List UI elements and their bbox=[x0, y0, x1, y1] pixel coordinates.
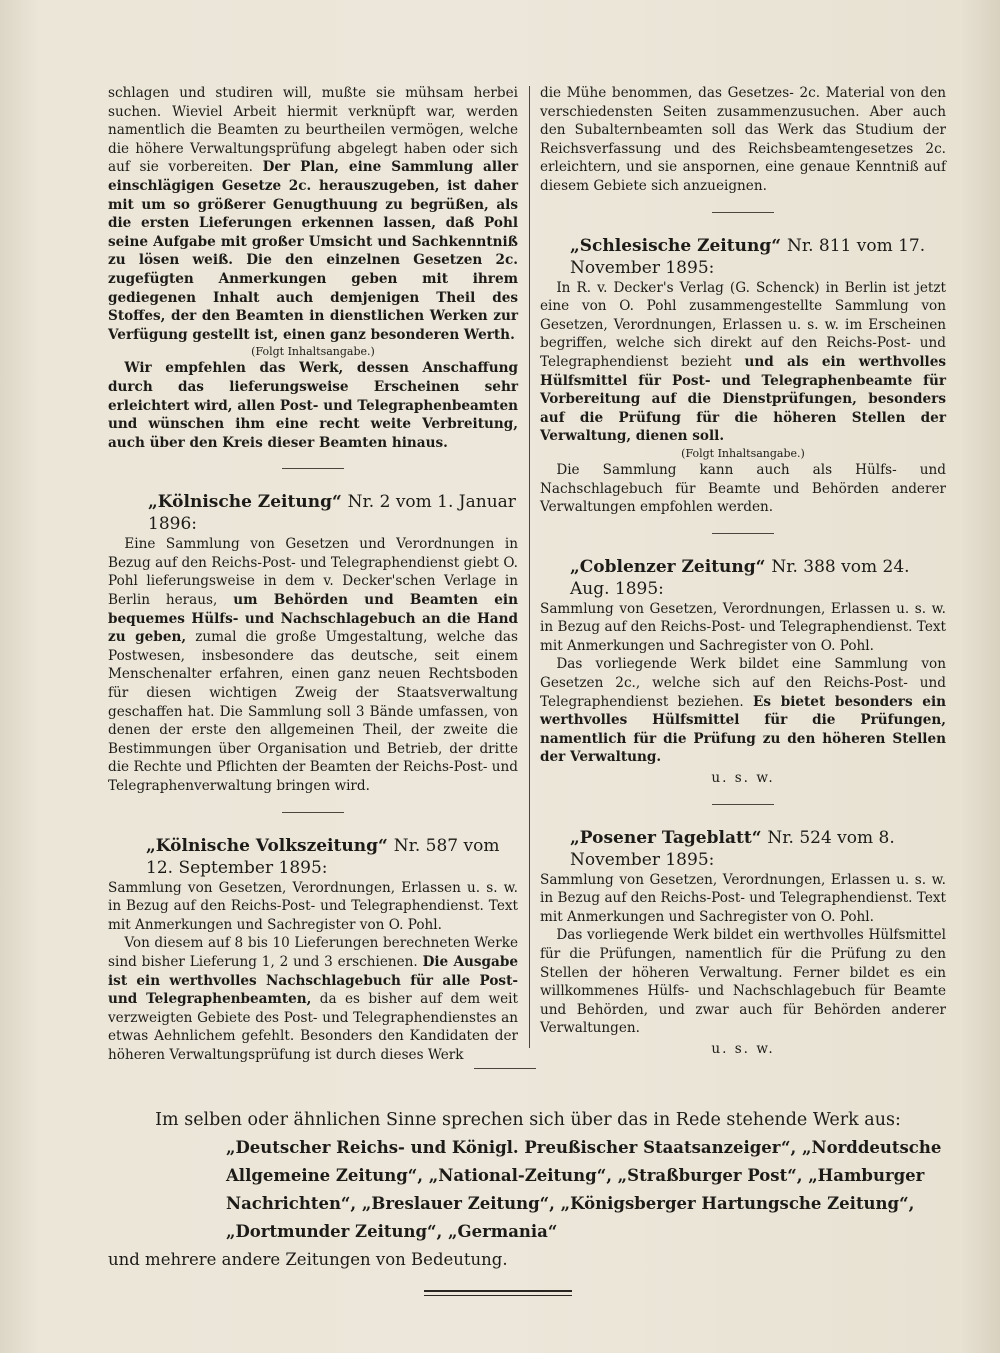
section-heading: „Coblenzer Zeitung“ Nr. 388 vom 24. Aug. 1895: bbox=[570, 556, 910, 599]
paragraph: Sammlung von Gesetzen, Verordnungen, Erlassen u. s. w. in Bezug auf den Reichs-Post- und Telegraphendienst. Text mit Anmerkungen und Sachregister von O. Pohl. bbox=[108, 879, 518, 933]
section-heading: „Kölnische Volkszeitung“ Nr. 587 vom 12. September 1895: bbox=[146, 835, 500, 878]
end-rule bbox=[424, 1290, 572, 1292]
separator bbox=[282, 468, 344, 469]
emphasis-text: Der Plan, eine Sammlung aller einschlägigen Gesetze 2c. herauszugeben, ist daher mit um so größerer Genugthuung zu begrüßen, als die ersten Lieferungen erkennen lassen, daß Pohl seine Aufgabe mit großer Umsicht und Sachkenntniß zu lösen weiß. Die den einzelnen Gesetzen 2c. zugefügten Anmerkungen geben mit ihrem gediegenen Inhalt auch demjenigen Theil des Stoffes, der den Beamten in dienstlichen Werken zur Verfügung gestellt ist, einen ganz besonderen Werth. bbox=[108, 159, 519, 343]
paragraph: die Mühe benommen, das Gesetzes- 2c. Material von den verschiedensten Seiten zusammenzusuchen. Aber auch den Subalternbeamten soll das Werk das Studium der Reichsverfassung und des Reichsbeamtengesetzes 2c. erleichtern, und sie anspornen, eine genaue Kenntniß auf diesem Gebiete sich anzueignen. bbox=[540, 85, 946, 194]
section-heading: „Schlesische Zeitung“ Nr. 811 vom 17. November 1895: bbox=[570, 235, 926, 278]
usw-mark: u. s. w. bbox=[711, 770, 775, 787]
usw-mark: u. s. w. bbox=[711, 1040, 775, 1057]
separator bbox=[712, 804, 774, 805]
footnote: (Folgt Inhaltsangabe.) bbox=[681, 446, 805, 460]
paragraph: Das vorliegende Werk bildet eine Sammlung von Gesetzen 2c., welche sich auf den Reichs-Post- und Telegraphendienst beziehen. Es bietet besonders ein werthvolles Hülfsmittel für die Prüfungen, namentlich für die Prüfung zu den höheren Stellen der Verwaltung. bbox=[540, 656, 946, 766]
paragraph: Wir empfehlen das Werk, dessen Anschaffung durch das lieferungsweise Erscheinen sehr erleichtert wird, allen Post- und Telegraphenbeamten und wünschen ihm eine recht weite Verbreitung, auch über den Kreis dieser Beamten hinaus. bbox=[108, 360, 518, 451]
column-divider bbox=[529, 86, 530, 1048]
right-column bbox=[540, 84, 946, 1059]
paragraph: Die Sammlung kann auch als Hülfs- und Nachschlagebuch für Beamte und Behörden anderer Verwaltungen empfohlen werden. bbox=[540, 461, 946, 516]
paragraph: Von diesem auf 8 bis 10 Lieferungen berechneten Werke sind bisher Lieferung 1, 2 und 3 erschienen. Die Ausgabe ist ein werthvolles Nachschlagebuch für alle Post- und Telegraphenbeamten, da es bisher auf dem weit verzweigten Gebiete des Post- und Telegraphendienstes an etwas Aehnlichem gefehlt. Besonders den Kandidaten der höheren Verwaltungsprüfung ist durch dieses Werk bbox=[108, 935, 519, 1063]
section-heading: „Posener Tageblatt“ Nr. 524 vom 8. November 1895: bbox=[570, 827, 895, 870]
section-heading: „Kölnische Zeitung“ Nr. 2 vom 1. Januar 1896: bbox=[148, 492, 516, 535]
newspaper-list: „Deutscher Reichs- und Königl. Preußischer Staatsanzeiger“, „Norddeutsche Allgemeine Zeitung“, „National-Zeitung“, „Straßburger Post“, „Hamburger Nachrichten“, „Breslauer Zeitung“, „Königsberger Hartungsche Zeitung“, „Dortmunder Zeitung“, „Germania“ bbox=[226, 1138, 942, 1241]
paragraph: In R. v. Decker's Verlag (G. Schenck) in Berlin ist jetzt eine von O. Pohl zusammengestellte Sammlung von Gesetzen, Verordnungen, Erlassen u. s. w. im Erscheinen begriffen, welche sich direkt auf den Reichs-Post- und Telegraphendienst bezieht und als ein werthvolles Hülfsmittel für Post- und Telegraphenbeamte für Vorbereitung auf die Dienstprüfungen, besonders auf die Prüfung für die höheren Stellen der Verwaltung, dienen soll. bbox=[540, 279, 947, 445]
paragraph: Sammlung von Gesetzen, Verordnungen, Erlassen u. s. w. in Bezug auf den Reichs-Post- und Telegraphendienst. Text mit Anmerkungen und Sachregister von O. Pohl. bbox=[540, 871, 946, 925]
end-rule bbox=[424, 1295, 572, 1296]
closing-intro: Im selben oder ähnlichen Sinne sprechen sich über das in Rede stehende Werk aus: bbox=[155, 1110, 901, 1130]
paragraph: Eine Sammlung von Gesetzen und Verordnungen in Bezug auf den Reichs-Post- und Telegraphendienst giebt O. Pohl lieferungsweise in dem v. Decker'schen Verlage in Berlin heraus, um Behörden und Beamten ein bequemes Hülfs- und Nachschlagebuch an die Hand zu geben, zumal die große Umgestaltung, welche das Postwesen, insbesondere das deutsche, seit einem Menschenalter erfahren, einen ganz neuen Rechtsboden für diesen wichtigen Zweig der Staatsverwaltung geschaffen hat. Die Sammlung soll 3 Bände umfassen, von denen der erste den allgemeinen Theil, der zweite die Bestimmungen über Organisation und Betrieb, der dritte die Rechte und Pflichten der Beamten der Reichs-Post- und Telegraphenverwaltung bringen wird. bbox=[108, 536, 518, 794]
paragraph: Sammlung von Gesetzen, Verordnungen, Erlassen u. s. w. in Bezug auf den Reichs-Post- und Telegraphendienst. Text mit Anmerkungen und Sachregister von O. Pohl. bbox=[540, 600, 946, 654]
paragraph: Das vorliegende Werk bildet ein werthvolles Hülfsmittel für die Prüfungen, namentlich für die Prüfung zu den Stellen der höheren Verwaltung. Ferner bildet es ein willkommenes Hülfs- und Nachschlagebuch für Beamte und Behörden, und zwar auch für Behörden anderer Verwaltungen. bbox=[540, 927, 946, 1037]
bottom-section bbox=[108, 1106, 948, 1274]
separator bbox=[712, 533, 774, 534]
separator bbox=[712, 212, 774, 213]
separator bbox=[474, 1068, 536, 1069]
left-column bbox=[108, 84, 518, 1065]
closing-tail: und mehrere andere Zeitungen von Bedeutung. bbox=[108, 1250, 508, 1269]
footnote: (Folgt Inhaltsangabe.) bbox=[251, 345, 375, 359]
paragraph: schlagen und studiren will, mußte sie mühsam herbei suchen. Wieviel Arbeit hiermit verknüpft war, werden namentlich die Beamten zu beurtheilen vermögen, welche die höhere Verwaltungsprüfung abgelegt haben oder sich auf sie vorbereiten. Der Plan, eine Sammlung aller einschlägigen Gesetze 2c. herauszugeben, ist daher mit um so größerer Genugthuung zu begrüßen, als die ersten Lieferungen erkennen lassen, daß Pohl seine Aufgabe mit großer Umsicht und Sachkenntniß zu lösen weiß. Die den einzelnen Gesetzen 2c. zugefügten Anmerkungen geben mit ihrem gediegenen Inhalt auch demjenigen Theil des Stoffes, der den Beamten in dienstlichen Werken zur Verfügung gestellt ist, einen ganz besonderen Werth. bbox=[108, 85, 519, 343]
separator bbox=[282, 812, 344, 813]
